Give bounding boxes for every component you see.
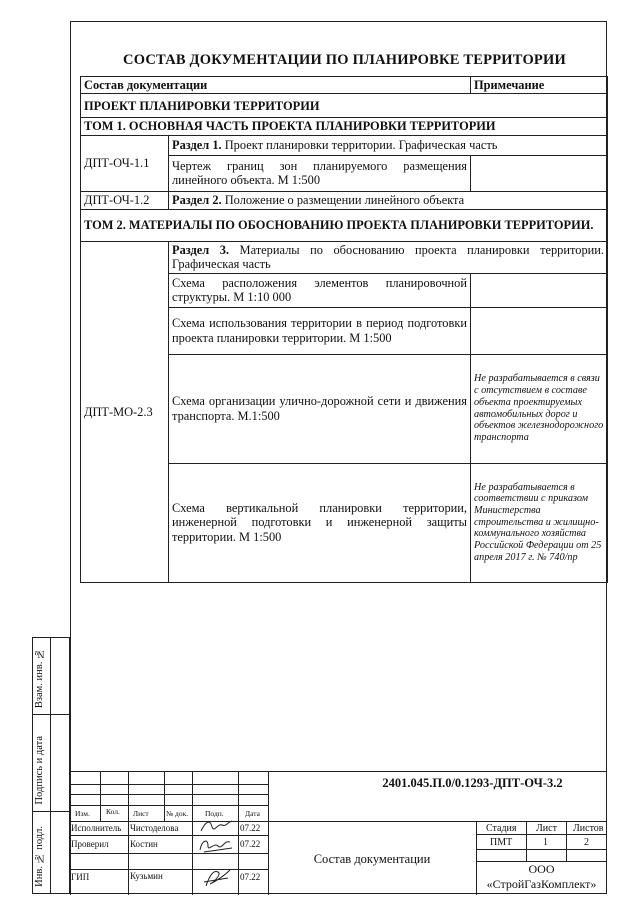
r1-role: Исполнитель xyxy=(71,823,122,833)
stadia-value: ПМТ xyxy=(490,837,513,848)
r3-date: 07.22 xyxy=(240,872,261,882)
organization xyxy=(476,862,607,892)
code-1-2: ДПТ-ОЧ-1.2 xyxy=(81,191,169,209)
h-list: Лист xyxy=(133,809,149,818)
h-data: Дата xyxy=(245,809,260,818)
side-vzam-label: Взам. инв. № xyxy=(34,647,45,708)
h-podp: Подп. xyxy=(205,809,224,818)
listov-header: Листов xyxy=(573,823,604,834)
item-2: Схема использования территории в период подготовки проекта планировки территории. М 1:500 xyxy=(169,307,471,354)
side-podpis-label: Подпись и дата xyxy=(34,736,45,805)
r2-name: Костин xyxy=(130,839,158,849)
r1-name: Чистоделова xyxy=(130,823,179,833)
item-4: Схема вертикальной планировки территории, инженерной подготовки и инженерной защиты территории. М 1:500 xyxy=(169,463,471,582)
list-value: 1 xyxy=(543,837,548,848)
stadia-header: Стадия xyxy=(486,823,517,834)
item-3-note: Не разрабатывается в связи с отсутствием в составе объекта проектируемых автомобильных дорог и объектов железнодорожного транспорта xyxy=(471,354,608,463)
item-4-note: Не разрабатывается в соответствии с приказом Министерства строительства и жилищно-коммунального хозяйства Российской Федерации от 25 апреля 2017 г. № 740/пр xyxy=(471,463,608,582)
signature-1 xyxy=(198,817,234,835)
header-composition: Состав документации xyxy=(81,77,471,94)
tom2-row: ТОМ 2. МАТЕРИАЛЫ ПО ОБОСНОВАНИЮ ПРОЕКТА ПЛАНИРОВКИ ТЕРРИТОРИИ. xyxy=(81,209,608,241)
h-ndok: № док. xyxy=(166,809,189,818)
r3-role: ГИП xyxy=(71,872,90,882)
list-header: Лист xyxy=(536,823,557,834)
item-1-note xyxy=(471,273,608,307)
side-vzam xyxy=(32,637,70,715)
section-2: Раздел 2. Положение о размещении линейного объекта xyxy=(169,191,608,209)
item-3: Схема организации улично-дорожной сети и движения транспорта. М.1:500 xyxy=(169,354,471,463)
signature-3 xyxy=(200,866,234,890)
tom1-row: ТОМ 1. ОСНОВНАЯ ЧАСТЬ ПРОЕКТА ПЛАНИРОВКИ ТЕРРИТОРИИ xyxy=(81,118,608,135)
document-name: Состав документации xyxy=(313,852,431,866)
item-1: Схема расположения элементов планировочной структуры. М 1:10 000 xyxy=(169,273,471,307)
title-block xyxy=(70,771,607,894)
r3-name: Кузьмин xyxy=(130,871,163,881)
section-3: Раздел 3. Материалы по обоснованию проекта планировки территории. Графическая часть xyxy=(169,241,608,273)
item-2-note xyxy=(471,307,608,354)
org-line-1: ООО xyxy=(528,862,555,876)
r2-date: 07.22 xyxy=(240,839,261,849)
r1-date: 07.22 xyxy=(240,823,261,833)
document-code: 2401.045.П.0/0.1293-ДПТ-ОЧ-3.2 xyxy=(382,776,563,790)
side-podpis xyxy=(32,715,70,812)
code-2-3: ДПТ-МО-2.3 xyxy=(81,241,169,583)
listov-value: 2 xyxy=(584,837,589,848)
h-izm: Изм. xyxy=(75,809,90,818)
side-inv-label: Инв. № подл. xyxy=(34,826,45,887)
header-note: Примечание xyxy=(471,77,608,94)
signature-2 xyxy=(196,834,236,856)
project-row: ПРОЕКТ ПЛАНИРОВКИ ТЕРРИТОРИИ xyxy=(81,94,608,118)
section-1-item-note xyxy=(471,155,608,191)
h-kol: Кол. xyxy=(106,807,120,816)
r2-role: Проверил xyxy=(71,839,109,849)
documentation-table xyxy=(80,76,608,583)
side-inv xyxy=(32,812,70,894)
section-1: Раздел 1. Проект планировки территории. Графическая часть xyxy=(169,135,608,155)
org-line-2: «СтройГазКомплект» xyxy=(486,877,597,891)
page-title: СОСТАВ ДОКУМЕНТАЦИИ ПО ПЛАНИРОВКЕ ТЕРРИТОРИИ xyxy=(123,52,566,68)
code-1-1: ДПТ-ОЧ-1.1 xyxy=(81,135,169,191)
section-1-item: Чертеж границ зон планируемого размещения линейного объекта. М 1:500 xyxy=(169,155,471,191)
